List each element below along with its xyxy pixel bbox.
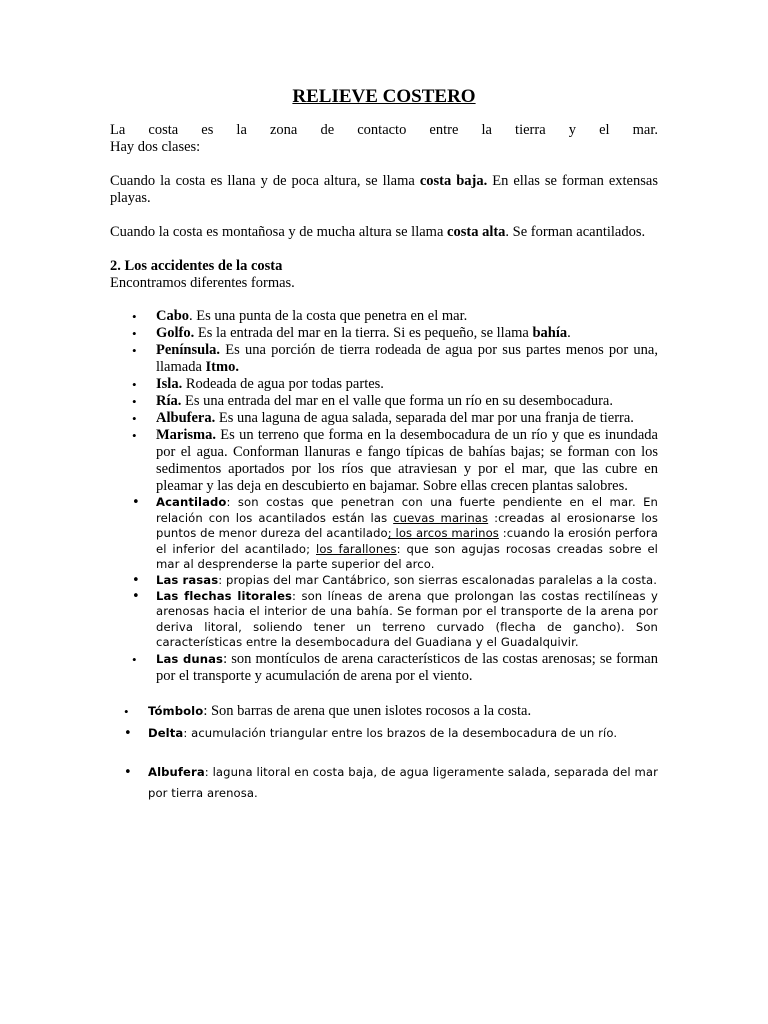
extra-list: [110, 703, 658, 804]
bullet-icon: •: [132, 411, 137, 426]
list-item-acantilado: • Acantilado: son costas que penetran con una fuerte pendiente en el mar. En relación con los acantilados están las cuevas marinas :creadas al erosionarse los puntos de menor dureza del acantilado; los arcos marinos :cuando la erosión perfora el inferior del acantilado; los farallones: que son agujas rocosas creadas sobre el mar al desprenderse la parte superior del arco.: [132, 495, 658, 572]
bullet-icon: •: [132, 428, 137, 443]
bullet-icon: •: [124, 725, 132, 741]
list-item-delta: • Delta: acumulación triangular entre los brazos de la desembocadura de un río.: [124, 725, 618, 741]
list-item-albufera-2: • Albufera: laguna litoral en costa baja, de agua ligeramente salada, separada del mar por tierra arenosa.: [110, 762, 658, 804]
list-item-marisma: • Marisma. Es un terreno que forma en la desembocadura de un río y que es inundada por el agua. Conforman llanuras e fango típicas de bahías bajas; se forman con los sedimentos aportados por los ríos que atraviesan y por el mar, que las cubre en pleamar y las deja en descubierto en bajamar. Sobre ellas crecen plantas salobres.: [132, 427, 658, 494]
list-item-ria: • Ría. Es una entrada del mar en el valle que forma un río en su desembocadura.: [132, 393, 613, 409]
bullet-icon: •: [132, 343, 137, 358]
intro-line-1: La costa es la zona de contacto entre la tierra y el mar.: [110, 122, 658, 138]
list-item-cabo: • Cabo. Es una punta de la costa que penetra en el mar.: [132, 308, 468, 324]
document-title: RELIEVE COSTERO: [292, 86, 476, 107]
section-heading: 2. Los accidentes de la costa: [110, 258, 283, 274]
list-item-dunas: • Las dunas: son montículos de arena característicos de las costas arenosas; se forman por el transporte y acumulación de arena por el viento.: [132, 650, 658, 684]
list-item-golfo: • Golfo. Es la entrada del mar en la tierra. Si es pequeño, se llama bahía.: [132, 325, 571, 341]
bullet-icon: •: [124, 703, 129, 719]
intro-line-2: Hay dos clases:: [110, 139, 201, 155]
bullet-icon: •: [132, 377, 137, 392]
paragraph-costa-baja: Cuando la costa es llana y de poca altura, se llama costa baja. En ellas se forman extensas playas.: [110, 173, 658, 206]
paragraph-costa-alta: Cuando la costa es montañosa y de mucha altura se llama costa alta. Se forman acantilados.: [110, 224, 646, 240]
bullet-icon: •: [132, 588, 140, 604]
bullet-icon: •: [132, 309, 137, 324]
bullet-icon: •: [132, 495, 140, 510]
list-item-rasas: • Las rasas: propias del mar Cantábrico, son sierras escalonadas paralelas a la costa.: [132, 572, 658, 588]
bullet-icon: •: [132, 326, 137, 341]
bullet-icon: •: [132, 394, 137, 409]
bullet-icon: •: [124, 764, 132, 780]
accidents-list: [110, 308, 658, 685]
list-item-flechas: • Las flechas litorales: son líneas de arena que prolongan las costas rectilíneas y arenosas hacia el interior de una bahía. Se forman por el transporte de la arena por deriva litoral, soliendo tener un terreno curvado (flecha de gancho). Son características entre la desembocadura del Guadiana y el Guadalquivir.: [132, 588, 658, 650]
document-page: [110, 86, 658, 804]
list-item-tombolo: • Tómbolo: Son barras de arena que unen islotes rocosos a la costa.: [124, 702, 532, 719]
bullet-icon: •: [132, 651, 137, 667]
list-item-peninsula: • Península. Es una porción de tierra rodeada de agua por sus partes menos por una, llamada Itmo.: [132, 342, 658, 375]
bullet-icon: •: [132, 572, 140, 588]
section-subheading: Encontramos diferentes formas.: [110, 275, 295, 291]
list-item-isla: • Isla. Rodeada de agua por todas partes.: [132, 376, 384, 392]
list-item-albufera: • Albufera. Es una laguna de agua salada, separada del mar por una franja de tierra.: [132, 410, 634, 426]
